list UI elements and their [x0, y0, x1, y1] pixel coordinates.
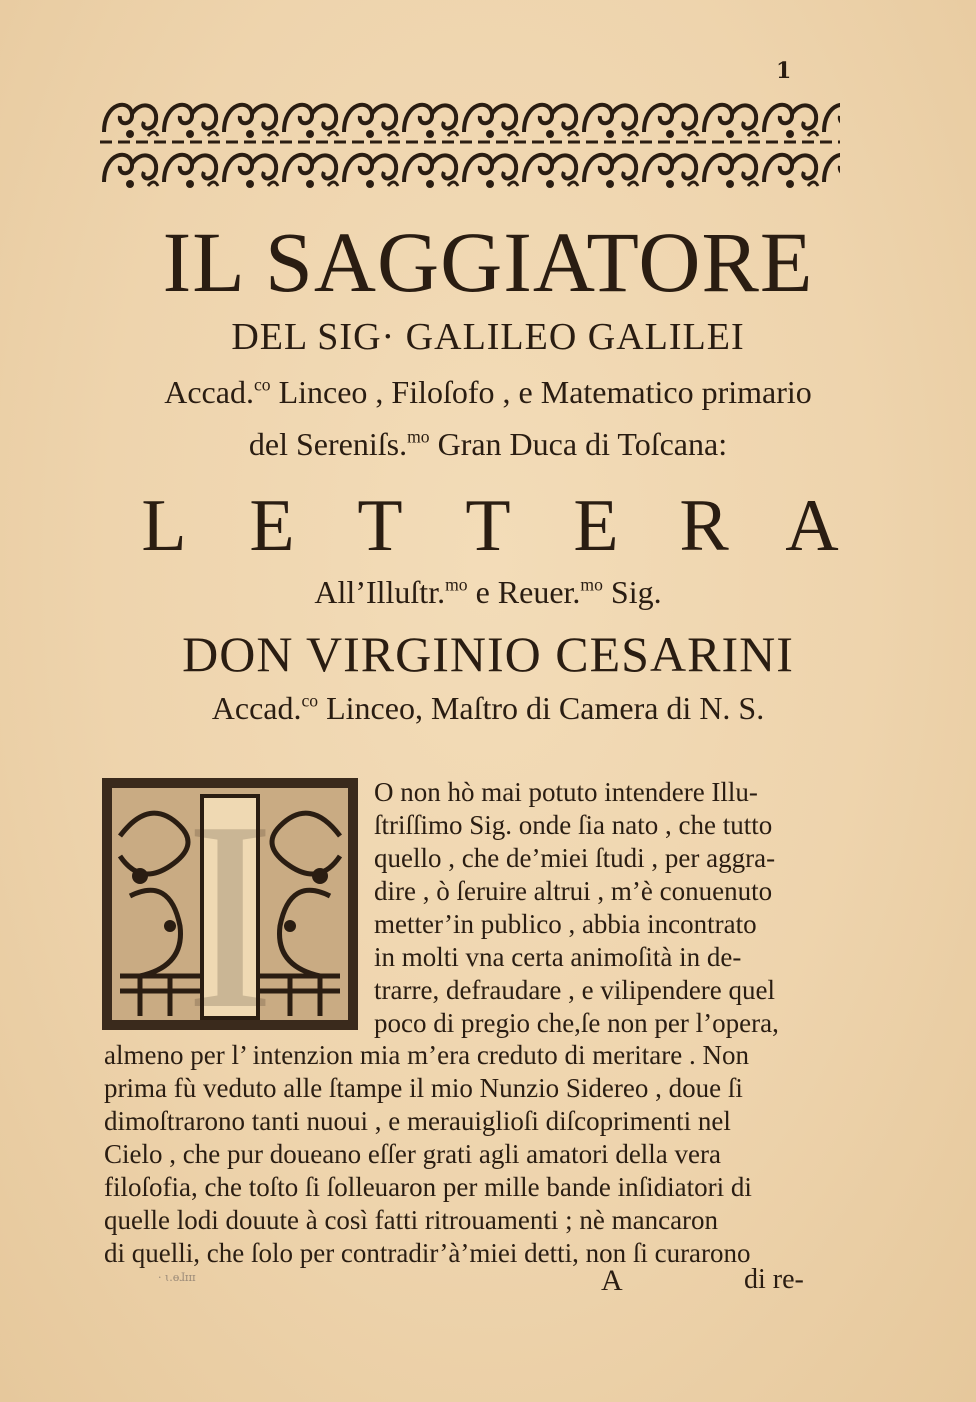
body-line: metter’in publico , abbia incontrato: [374, 909, 757, 939]
recipient-credit-line: Accad.$^{co}$ Linceo, Maſtro di Camera di N. S.: [211, 690, 765, 726]
body-line: in molti vna certa animoſità in de-: [374, 942, 742, 972]
body-line: filoſofia, che toſto ſi ſolleuaron per mille bande inſidiatori di: [104, 1172, 752, 1202]
body-line: dimoſtrarono tanti nuoui , e merauiglioſi diſcoprimenti nel: [104, 1106, 731, 1136]
recipient-name: DON VIRGINIO CESARINI: [182, 626, 794, 682]
author-line: DEL SIG· GALILEO GALILEI: [231, 316, 745, 358]
decorative-border-ornament: [100, 92, 840, 192]
page-number: 1: [776, 58, 792, 84]
body-line: quelle lodi douute à così fatti ritrouamenti ; nè mancaron: [104, 1205, 719, 1235]
body-line: O non hò mai potuto intendere Illu-: [374, 777, 758, 807]
body-line: quello , che de’miei ſtudi , per aggra-: [374, 843, 776, 873]
catchword: di re-: [744, 1264, 804, 1295]
decorated-initial: [100, 776, 360, 1032]
body-line: Cielo , che pur doueano eſſer grati agli amatori della vera: [104, 1139, 721, 1169]
body-line: dire , ò ſeruire altrui , m’è conuenuto: [374, 876, 773, 906]
faint-footer-mark: · ɩ.ɵɺɪɪɪ: [158, 1271, 196, 1284]
body-line: trarre, defraudare , e vilipendere quel: [374, 975, 776, 1005]
body-line: di quelli, che ſolo per contradir’à’miei detti, non ſi curarono: [104, 1238, 751, 1268]
body-line: poco di pregio che,ſe non per l’opera,: [374, 1008, 779, 1038]
body-line: ſtriſſimo Sig. onde ſia nato , che tutto: [374, 810, 773, 840]
lettera-heading: L E T T E R A: [141, 485, 839, 567]
address-line: All’Illuſtr.$^{mo}$ e Reuer.$^{mo}$ Sig.: [314, 574, 662, 610]
author-credit-line-1: Accad.$^{co}$ Linceo , Filoſofo , e Matematico primario: [164, 374, 812, 410]
author-credit-line-2: del Sereniſs.$^{mo}$ Gran Duca di Toſcana:: [248, 426, 728, 462]
initial-letter: I: [185, 776, 275, 1032]
body-line: almeno per l’ intenzion mia m’era creduto di meritare . Non: [104, 1040, 749, 1070]
body-line: prima fù veduto alle ſtampe il mio Nunzio Sidereo , doue ſi: [104, 1073, 743, 1103]
book-title: IL SAGGIATORE: [162, 214, 814, 310]
signature-mark: A: [601, 1264, 623, 1297]
